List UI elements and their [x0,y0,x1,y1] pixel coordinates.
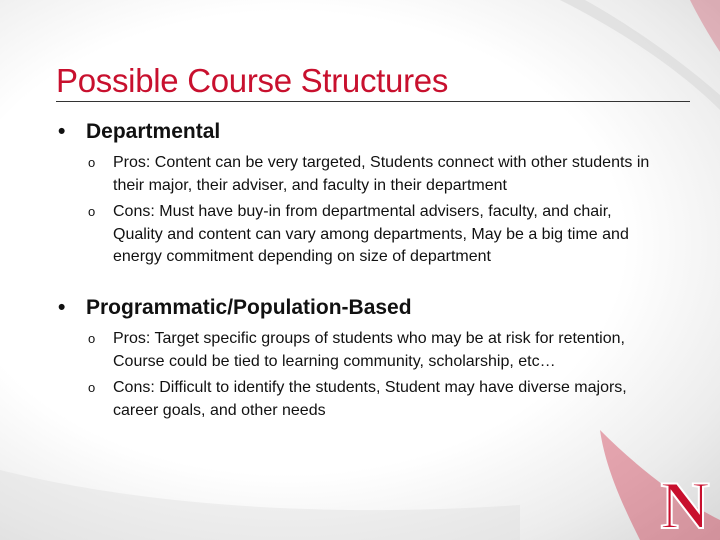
university-n-logo [650,470,720,534]
bullet-glyph: • [58,296,66,319]
list-item [56,377,653,422]
section-departmental [56,118,653,269]
section-heading [56,294,653,322]
list-item-text: Cons: Difficult to identify the students, Student may have diverse majors, career goals, and other needs [113,379,627,419]
section-heading [56,118,653,146]
slide-title: Possible Course Structures [56,62,449,99]
section-heading-text: Programmatic/Population-Based [86,296,412,319]
list-item-text: Cons: Must have buy-in from departmental advisers, faculty, and chair, Quality and content can vary among departments, May be a big time and energy commitment depending on size of department [113,203,629,265]
list-item-text: Pros: Content can be very targeted, Students connect with other students in their major, their adviser, and faculty in their department [113,154,650,194]
section-heading-text: Departmental [86,120,221,143]
sub-bullet-glyph: o [88,204,96,219]
sub-bullet-glyph: o [88,155,96,170]
list-item [56,328,653,373]
list-item [56,201,653,269]
sub-bullet-glyph: o [88,331,96,346]
title-divider [56,101,690,102]
sub-bullet-glyph: o [88,380,96,395]
logo-letter: N [660,470,710,534]
section-programmatic [56,294,653,422]
bullet-glyph: • [58,120,66,143]
list-item-text: Pros: Target specific groups of students who may be at risk for retention, Course could be tied to learning community, scholarship, etc… [113,330,625,370]
list-item [56,152,653,197]
